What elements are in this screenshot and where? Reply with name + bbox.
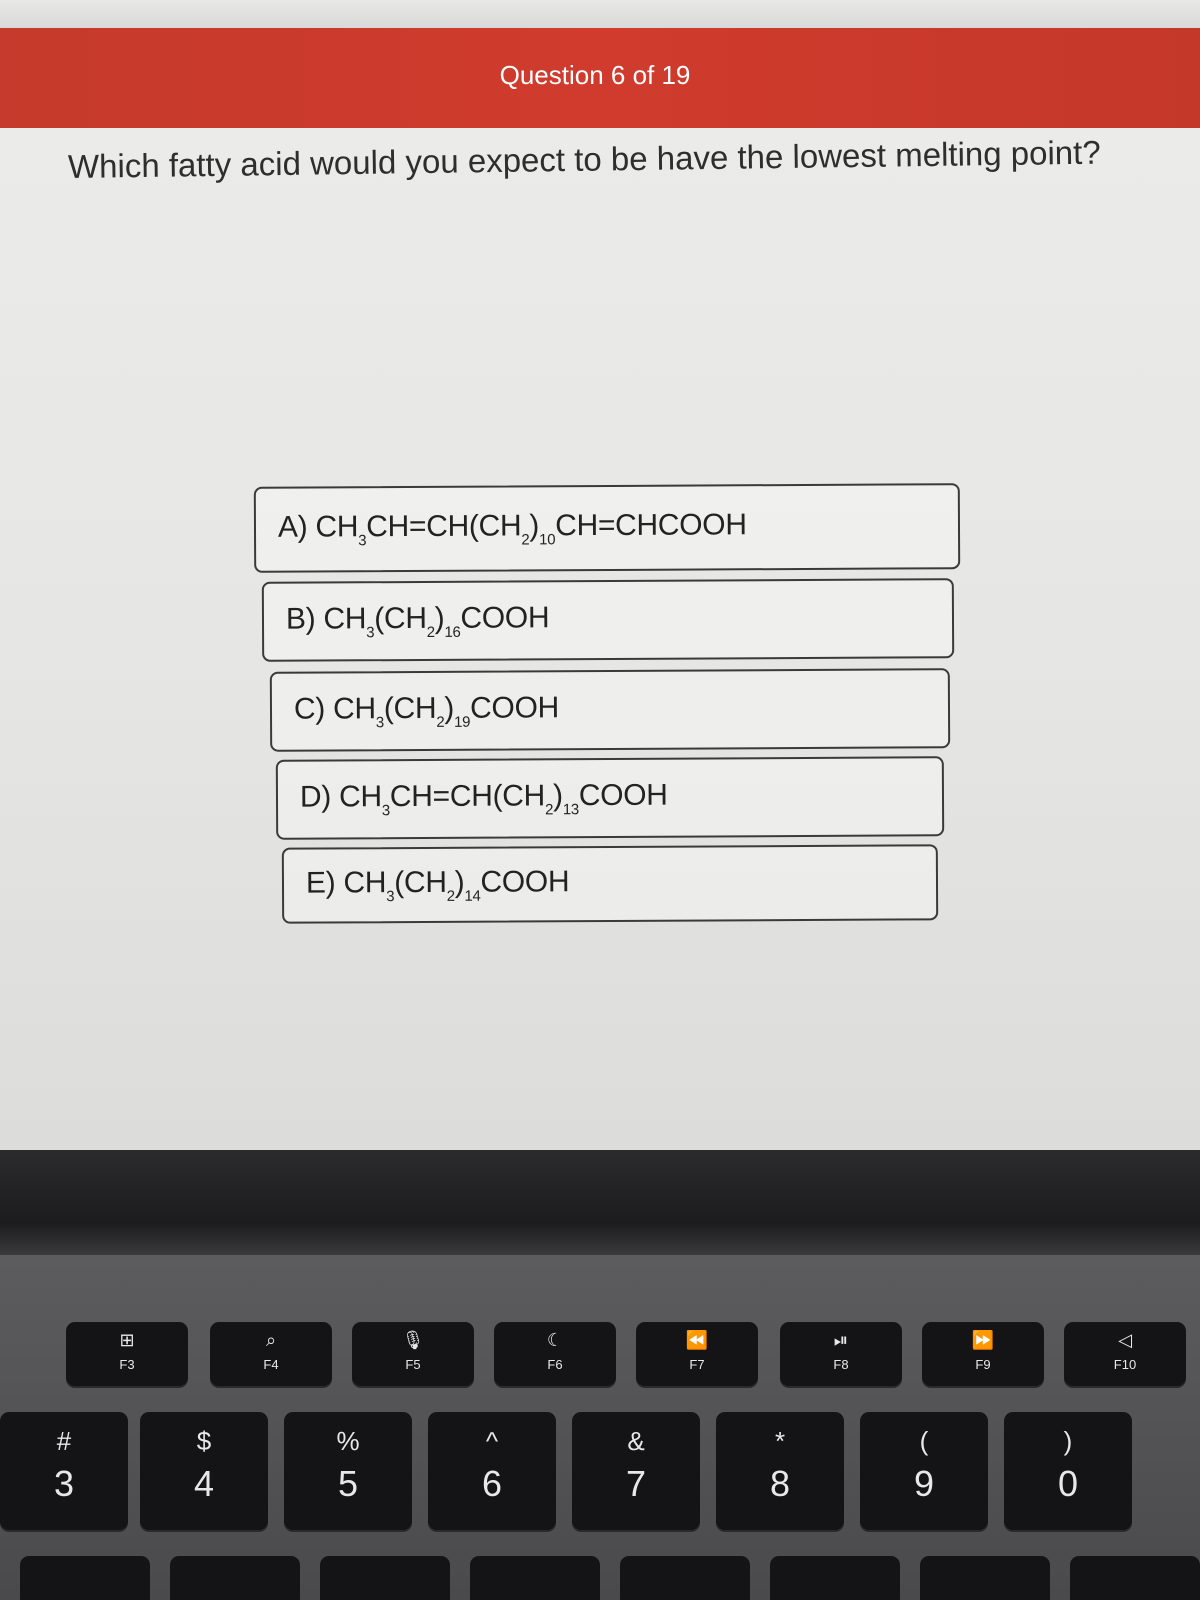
option-letter: C)	[293, 691, 334, 726]
formula-subscript: 3	[375, 713, 384, 731]
formula-text: )	[529, 508, 540, 542]
keyboard-key[interactable]	[920, 1556, 1050, 1600]
laptop-screen	[0, 28, 1200, 1153]
key-symbol: )	[1063, 1426, 1073, 1456]
formula-text: CH	[332, 691, 376, 725]
keyboard-key[interactable]	[470, 1556, 600, 1600]
formula-subscript: 2	[436, 713, 445, 731]
key-f5[interactable]	[352, 1322, 474, 1386]
answer-option-c[interactable]	[270, 668, 950, 752]
formula-subscript: 16	[444, 623, 461, 641]
formula-text: CH	[338, 779, 382, 813]
formula-text: COOH	[460, 600, 550, 635]
key-symbol: %	[336, 1426, 360, 1456]
formula-text: CH	[315, 509, 359, 544]
formula-text: COOH	[470, 690, 560, 725]
key-label: F6	[547, 1357, 563, 1372]
option-formula	[294, 691, 559, 731]
mute-icon: ◁	[1118, 1330, 1132, 1351]
key-label: F5	[405, 1357, 421, 1372]
key-label: F4	[263, 1357, 279, 1372]
option-formula	[306, 865, 569, 905]
key-number: 3	[53, 1463, 75, 1504]
key-symbol: #	[56, 1426, 72, 1456]
key-f9[interactable]	[922, 1322, 1044, 1386]
key-6[interactable]	[428, 1412, 556, 1530]
formula-text: )	[454, 865, 465, 899]
key-f3[interactable]	[66, 1322, 188, 1386]
formula-subscript: 13	[562, 800, 579, 818]
formula-subscript: 2	[446, 887, 455, 905]
key-f6[interactable]	[494, 1322, 616, 1386]
key-label: F7	[689, 1357, 705, 1372]
answer-option-b[interactable]	[262, 578, 954, 662]
keyboard-key[interactable]	[320, 1556, 450, 1600]
mission-control-icon: ⊞	[119, 1330, 135, 1351]
key-number: 6	[481, 1463, 503, 1504]
keyboard-key[interactable]	[770, 1556, 900, 1600]
search-icon: ⌕	[265, 1330, 277, 1351]
answer-option-e[interactable]	[282, 844, 938, 923]
formula-text: CH	[323, 601, 367, 635]
formula-text: (CH	[394, 865, 447, 899]
keyboard-key[interactable]	[1070, 1556, 1200, 1600]
key-f10[interactable]	[1064, 1322, 1186, 1386]
key-symbol: (	[919, 1426, 929, 1456]
formula-text: COOH	[480, 864, 570, 899]
formula-text: COOH	[578, 778, 668, 812]
formula-text: )	[434, 601, 445, 635]
key-number: 7	[625, 1463, 647, 1504]
key-number: 4	[193, 1463, 215, 1504]
key-label: F8	[833, 1357, 849, 1372]
key-number: 8	[769, 1463, 791, 1504]
option-letter: A)	[277, 510, 316, 544]
formula-text: )	[444, 691, 455, 725]
keyboard-key[interactable]	[20, 1556, 150, 1600]
answer-option-d[interactable]	[276, 756, 944, 839]
answer-option-a[interactable]	[254, 483, 960, 573]
key-symbol: $	[196, 1426, 212, 1456]
play-pause-icon: ⏯	[833, 1330, 849, 1351]
option-letter: B)	[285, 601, 324, 636]
key-label: F3	[119, 1357, 135, 1372]
fast-forward-icon: ⏩	[971, 1330, 995, 1351]
option-formula	[300, 778, 668, 819]
formula-subscript: 14	[464, 887, 481, 905]
formula-subscript: 2	[521, 530, 530, 548]
formula-subscript: 19	[454, 713, 471, 731]
formula-text: (CH	[374, 601, 427, 635]
formula-subscript: 3	[366, 623, 375, 641]
option-formula	[278, 508, 747, 549]
key-3[interactable]	[0, 1412, 128, 1530]
key-number: 0	[1057, 1463, 1079, 1504]
header-bar	[0, 28, 1200, 128]
key-symbol: &	[627, 1426, 645, 1456]
formula-subscript: 2	[426, 623, 435, 641]
key-f4[interactable]	[210, 1322, 332, 1386]
formula-subscript: 2	[544, 800, 554, 818]
question-counter: Question 6 of 19	[499, 59, 691, 90]
key-label: F9	[975, 1357, 991, 1372]
question-text: Which fatty acid would you expect to be have the lowest melting point?	[67, 133, 1101, 185]
key-number: 5	[337, 1463, 359, 1504]
formula-text: )	[552, 778, 563, 812]
formula-subscript: 3	[386, 887, 395, 905]
formula-subscript: 10	[539, 530, 556, 548]
keyboard-key[interactable]	[170, 1556, 300, 1600]
rewind-icon: ⏪	[685, 1330, 709, 1351]
key-8[interactable]	[716, 1412, 844, 1530]
key-0[interactable]	[1004, 1412, 1132, 1530]
formula-text: CH	[343, 865, 387, 899]
screen-bezel	[0, 1150, 1200, 1255]
key-4[interactable]	[140, 1412, 268, 1530]
formula-text: CH=CH(CH	[389, 778, 546, 813]
key-symbol: *	[774, 1426, 786, 1456]
formula-text: (CH	[383, 691, 437, 725]
formula-text: CH=CHCOOH	[555, 507, 747, 542]
formula-subscript: 3	[381, 801, 390, 819]
key-label: F10	[1113, 1357, 1137, 1372]
key-9[interactable]	[860, 1412, 988, 1530]
formula-text: CH=CH(CH	[366, 508, 522, 543]
option-letter: E)	[305, 865, 344, 900]
keyboard-key[interactable]	[620, 1556, 750, 1600]
option-letter: D)	[299, 779, 340, 814]
formula-subscript: 3	[358, 531, 367, 549]
key-f7[interactable]	[636, 1322, 758, 1386]
key-number: 9	[913, 1463, 935, 1504]
key-5[interactable]	[284, 1412, 412, 1530]
do-not-disturb-icon: ☾	[546, 1330, 564, 1351]
key-7[interactable]	[572, 1412, 700, 1530]
dictation-icon: 🎙	[401, 1330, 425, 1351]
key-f8[interactable]	[780, 1322, 902, 1386]
key-symbol: ^	[485, 1426, 499, 1456]
option-formula	[286, 601, 549, 641]
